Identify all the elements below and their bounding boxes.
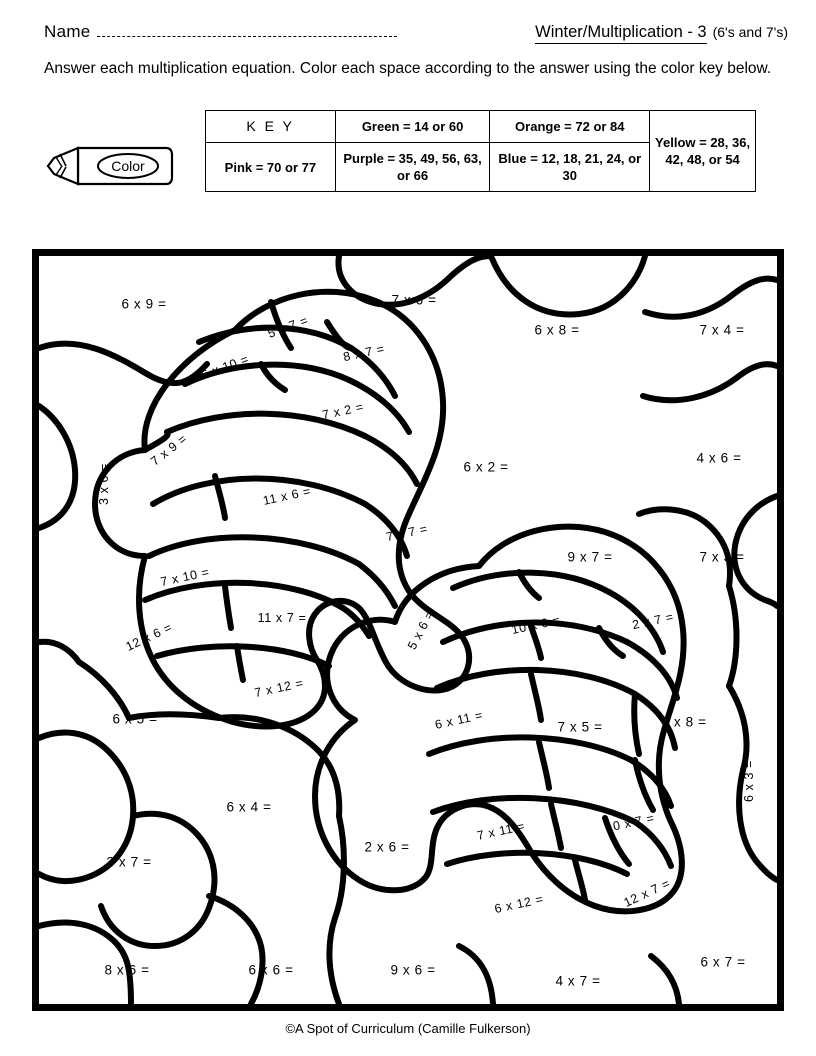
equation-label: 6 x 12 = — [493, 891, 545, 917]
equation-label: 6 x 9 = — [121, 296, 167, 312]
equation-label: 12 x 7 = — [621, 876, 673, 910]
equation-label: 7 x 8 = — [661, 714, 707, 730]
equation-label: 9 x 6 = — [390, 962, 436, 978]
equation-label: 6 x 10 = — [199, 351, 251, 383]
equation-label: 8 x 7 = — [341, 341, 387, 365]
equation-label: 7 x 6 = — [391, 292, 437, 308]
equation-label: 11 x 6 = — [261, 484, 313, 508]
equation-label: 5 x 6 = — [404, 608, 438, 652]
key-row-1 — [206, 111, 756, 143]
crayon-label: Color — [111, 158, 145, 174]
name-write-line[interactable] — [97, 23, 397, 37]
key-yellow-cell: Yellow = 28, 36, 42, 48, or 54 — [650, 111, 756, 192]
key-title-cell: K E Y — [206, 111, 336, 143]
title-main: Winter/Multiplication - 3 — [535, 23, 706, 44]
name-label: Name — [44, 22, 91, 41]
crayon-icon — [44, 142, 174, 190]
equation-label: 7 x 7 = — [384, 521, 430, 545]
equation-label: 3 x 6 = — [97, 462, 111, 506]
equation-label: 4 x 6 = — [696, 450, 742, 466]
key-green-cell: Green = 14 or 60 — [335, 111, 490, 143]
equation-label: 6 x 4 = — [226, 799, 272, 815]
equation-label: 7 x 12 = — [253, 675, 305, 701]
title-subtitle: (6's and 7's) — [712, 24, 788, 40]
equation-label: 12 x 6 = — [123, 620, 175, 654]
copyright-footer: ©A Spot of Curriculum (Camille Fulkerson) — [285, 1021, 531, 1036]
page-header — [44, 22, 788, 52]
equation-label: 8 x 6 = — [104, 962, 150, 978]
name-area — [44, 22, 397, 42]
equation-label: 6 x 5 = — [112, 711, 158, 727]
key-pink-cell: Pink = 70 or 77 — [206, 143, 336, 192]
equation-label: 2 x 6 = — [364, 839, 410, 855]
worksheet-title — [535, 23, 788, 44]
key-orange-cell: Orange = 72 or 84 — [490, 111, 650, 143]
equation-label: 7 x 3 = — [699, 549, 745, 565]
equation-label: 7 x 11 = — [475, 819, 527, 843]
key-blue-cell: Blue = 12, 18, 21, 24, or 30 — [490, 143, 650, 192]
instructions-text: Answer each multiplication equation. Color each space according to the answer using the color key below. — [44, 60, 772, 77]
equation-label: 6 x 3 = — [742, 759, 756, 803]
color-key-table — [205, 110, 756, 192]
equation-label: 9 x 7 = — [567, 549, 613, 565]
equation-label: 6 x 2 = — [463, 459, 509, 475]
equation-label: 2 x 7 = — [630, 609, 676, 633]
coloring-puzzle — [32, 249, 784, 1011]
equation-label: 7 x 2 = — [320, 399, 366, 423]
equation-label: 7 x 10 = — [159, 564, 211, 590]
equation-label: 3 x 7 = — [106, 854, 152, 870]
equation-label: 10 x 7 = — [604, 810, 656, 836]
equation-label: 6 x 8 = — [534, 322, 580, 338]
equation-label: 7 x 4 = — [699, 322, 745, 338]
equation-label: 7 x 5 = — [557, 719, 603, 735]
equation-label: 11 x 7 = — [257, 611, 307, 625]
equation-label: 6 x 6 = — [248, 962, 294, 978]
key-purple-cell: Purple = 35, 49, 56, 63, or 66 — [335, 143, 490, 192]
equation-label: 5 x 7 = — [265, 313, 311, 341]
equation-label: 6 x 7 = — [700, 954, 746, 970]
equation-label: 10 x 6 = — [510, 612, 562, 638]
equation-label: 7 x 9 = — [148, 431, 190, 469]
equation-label: 6 x 11 = — [433, 708, 485, 732]
equation-label: 4 x 7 = — [555, 973, 601, 989]
